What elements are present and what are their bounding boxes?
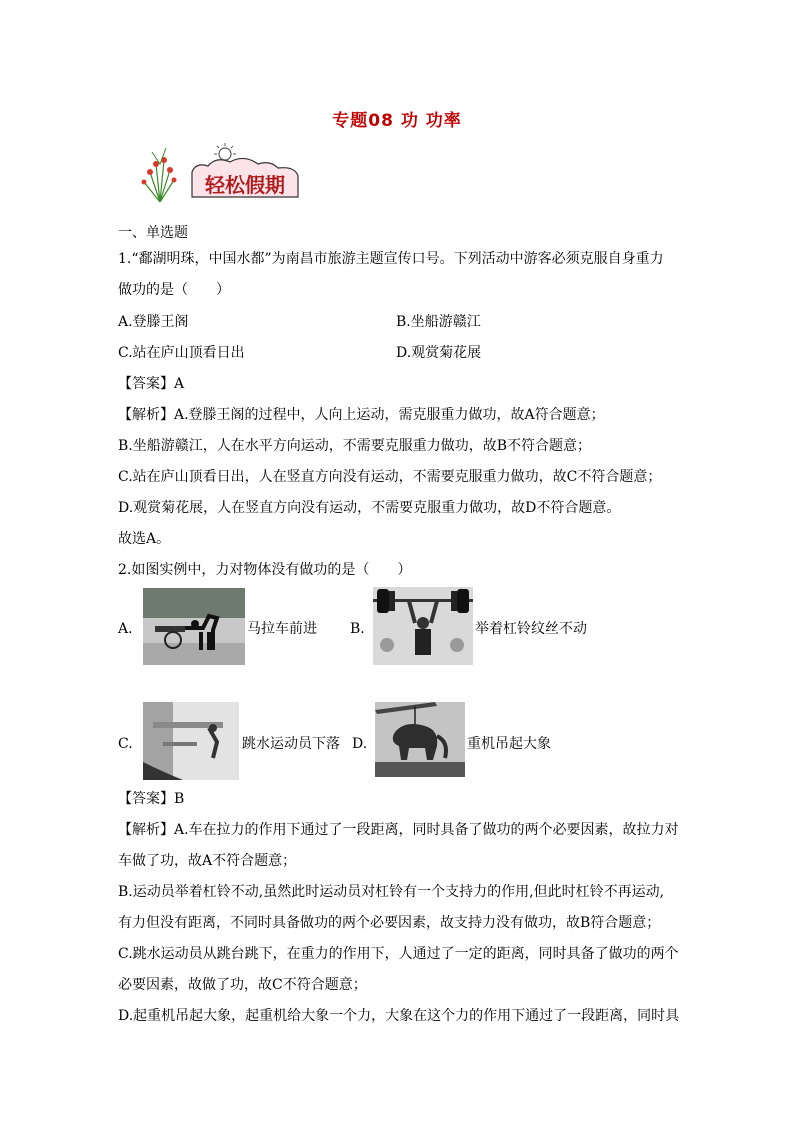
- crane-elephant-image: [375, 702, 465, 777]
- q2-option-b-letter: B.: [350, 621, 365, 637]
- q2-analysis-line: 必要因素，故做了功，故C不符合题意；: [118, 977, 367, 993]
- q1-option-b: B.坐船游赣江: [396, 314, 481, 330]
- q2-analysis-line: 车做了功，故A不符合题意；: [118, 853, 297, 869]
- diver-image: [143, 702, 239, 780]
- weightlifter-image: [373, 587, 473, 665]
- q1-analysis-line: 【解析】A.登滕王阁的过程中，人向上运动，需克服重力做功，故A符合题意；: [118, 407, 605, 423]
- q1-option-d: D.观赏菊花展: [396, 345, 482, 361]
- q2-analysis-line: 有力但没有距离，不同时具备做功的两个必要因素，故支持力没有做功，故B符合题意；: [118, 915, 661, 931]
- sun-icon: [214, 143, 236, 160]
- q2-stem: 2.如图实例中，力对物体没有做功的是（ ）: [118, 562, 412, 578]
- q2-analysis-line: B.运动员举着杠铃不动,虽然此时运动员对杠铃有一个支持力的作用,但此时杠铃不再运动,: [118, 884, 665, 900]
- q2-option-a-caption: 马拉车前进: [247, 621, 317, 637]
- logo-text: 轻松假期: [205, 173, 285, 197]
- q2-option-b-caption: 举着杠铃纹丝不动: [475, 621, 587, 637]
- q1-analysis-line: 故选A。: [118, 531, 171, 547]
- flower-icon: [142, 148, 177, 202]
- q2-option-d-caption: 重机吊起大象: [467, 736, 551, 752]
- q2-analysis-line: C.跳水运动员从跳台跳下，在重力的作用下，人通过了一定的距离，同时具备了做功的两个: [118, 946, 679, 962]
- section-heading: 一、单选题: [118, 225, 188, 241]
- q1-option-c: C.站在庐山顶看日出: [118, 345, 245, 361]
- q2-option-a-letter: A.: [118, 621, 133, 637]
- q1-stem-line1: 1.“鄱湖明珠，中国水都”为南昌市旅游主题宣传口号。下列活动中游客必须克服自身重力: [118, 251, 664, 267]
- horse-cart-image: [143, 588, 245, 665]
- q2-analysis-line: D.起重机吊起大象，起重机给大象一个力，大象在这个力的作用下通过了一段距离，同时具: [118, 1008, 680, 1024]
- q2-option-c-caption: 跳水运动员下落: [242, 736, 340, 752]
- q2-option-c-letter: C.: [118, 736, 133, 752]
- q1-answer: 【答案】A: [118, 376, 185, 392]
- q1-analysis-line: C.站在庐山顶看日出，人在竖直方向没有运动，不需要克服重力做功，故C不符合题意；: [118, 469, 662, 485]
- q1-option-a: A.登滕王阁: [118, 314, 189, 330]
- q2-analysis-line: 【解析】A.车在拉力的作用下通过了一段距离，同时具备了做功的两个必要因素，故拉力对: [118, 822, 679, 838]
- q1-analysis-line: B.坐船游赣江，人在水平方向运动，不需要克服重力做功，故B不符合题意；: [118, 438, 592, 454]
- q2-option-d-letter: D.: [352, 736, 368, 752]
- holiday-logo: [130, 142, 325, 204]
- page-title: 专题08 功 功率: [332, 111, 462, 131]
- q1-analysis-line: D.观赏菊花展，人在竖直方向没有运动，不需要克服重力做功，故D不符合题意。: [118, 500, 621, 516]
- q2-answer: 【答案】B: [118, 791, 185, 807]
- q1-stem-line2: 做功的是（ ）: [118, 282, 230, 298]
